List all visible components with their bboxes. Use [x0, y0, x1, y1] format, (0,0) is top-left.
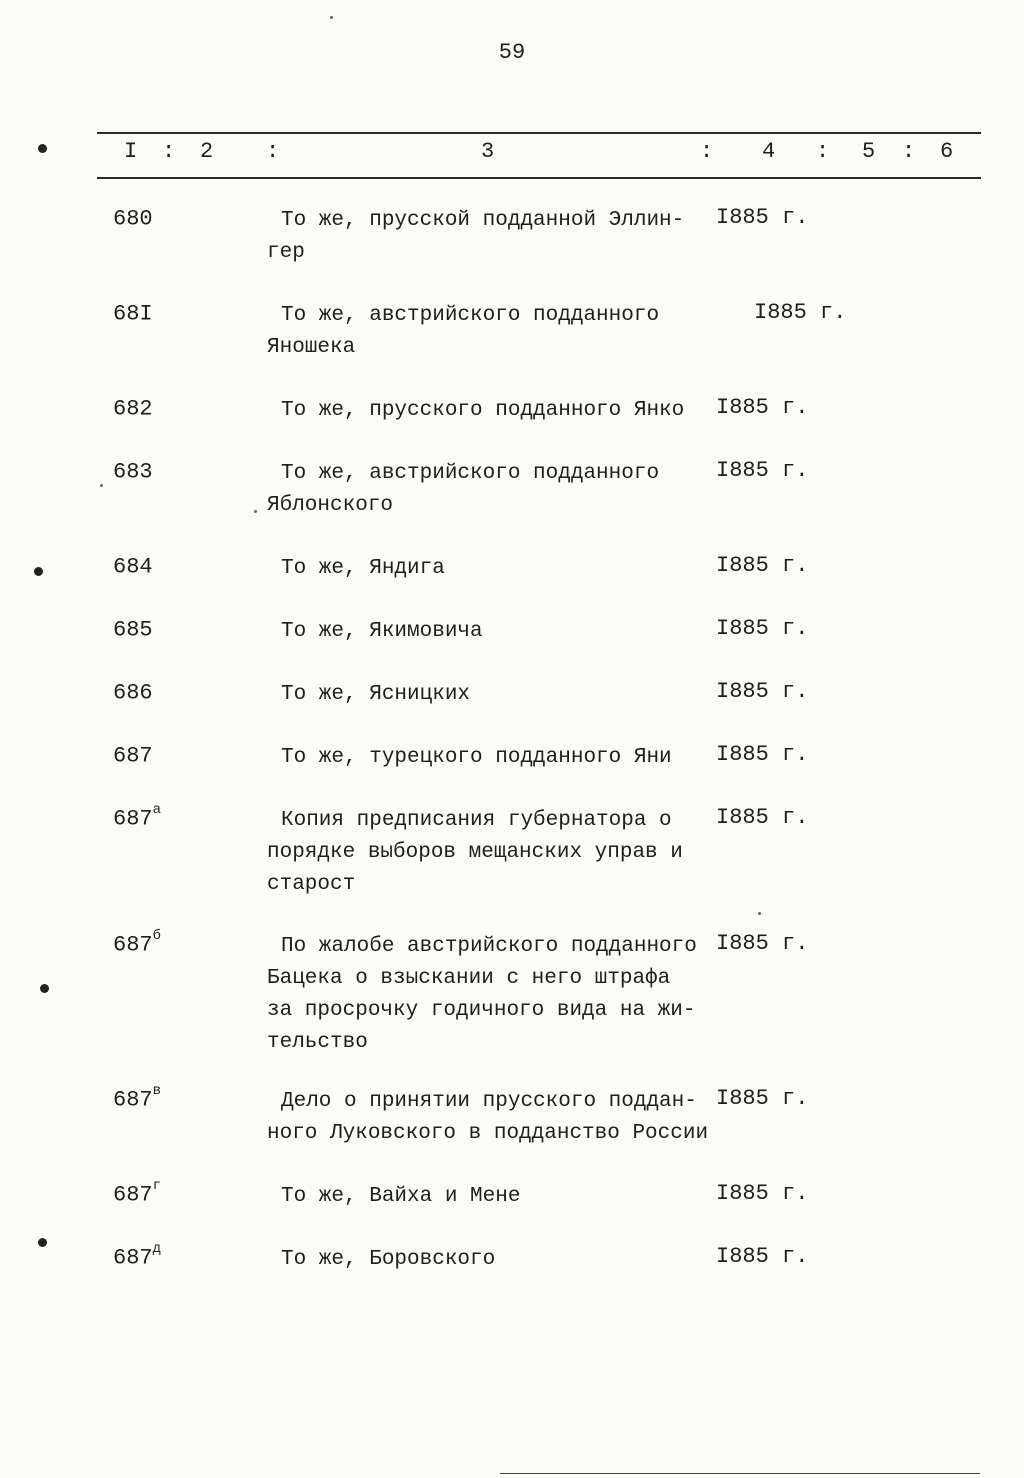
item-description: По жалобе австрийского подданного Бацека о взыскании с него штрафа за просрочку годичного вида на жи- тельство [267, 935, 697, 1054]
item-description: То же, прусской подданной Эллин- гер [267, 209, 685, 264]
header-col-2: 2 [200, 139, 214, 164]
item-year: I885 г. [716, 679, 809, 704]
item-number: 680 [113, 206, 153, 232]
binding-hole [40, 984, 49, 993]
binding-hole [34, 567, 43, 576]
item-description: То же, австрийского подданного Яблонского [267, 462, 660, 517]
scan-speck [330, 16, 333, 19]
item-number: $687^г$ [113, 1178, 162, 1208]
item-description: То же, Якимовича [281, 620, 483, 643]
item-description: Копия предписания губернатора о порядке выборов мещанских управ и старост [267, 809, 683, 896]
header-sep-4: : [816, 139, 830, 164]
item-number: 687 [113, 743, 153, 769]
item-description: То же, прусского подданного Янко [281, 399, 685, 422]
item-number: $687^д$ [113, 1241, 162, 1271]
page-number: 59 [498, 40, 526, 65]
header-top-rule [97, 132, 981, 134]
header-col-5: 5 [862, 139, 876, 164]
header-col-3: 3 [481, 139, 495, 164]
item-year: I885 г. [716, 931, 809, 956]
item-year: I885 г. [716, 1086, 809, 1111]
item-description: То же, турецкого подданного Яни [281, 746, 672, 769]
item-year: I885 г. [716, 1181, 809, 1206]
binding-hole [38, 1238, 47, 1247]
header-bottom-rule [97, 177, 981, 179]
item-year: I885 г. [716, 458, 809, 483]
item-number: $687^а$ [113, 802, 162, 832]
item-description: То же, Яндига [281, 557, 445, 580]
header-sep-2: : [266, 139, 280, 164]
item-number: 684 [113, 554, 153, 580]
item-number: $687^в$ [113, 1083, 162, 1113]
scan-speck [100, 484, 103, 487]
item-year: I885 г. [716, 1244, 809, 1269]
binding-hole [38, 144, 47, 153]
item-description: То же, Боровского [281, 1248, 496, 1271]
item-year: I885 г. [716, 805, 809, 830]
item-year: I885 г. [754, 300, 847, 325]
footer-rule [500, 1473, 980, 1474]
item-number: 683 [113, 459, 153, 485]
item-number: 686 [113, 680, 153, 706]
item-number: $687^б$ [113, 928, 162, 958]
item-number: 682 [113, 396, 153, 422]
item-description: То же, Ясницких [281, 683, 471, 706]
item-year: I885 г. [716, 205, 809, 230]
scan-speck [758, 912, 761, 915]
item-year: I885 г. [716, 395, 809, 420]
header-sep-3: : [700, 139, 714, 164]
item-year: I885 г. [716, 553, 809, 578]
header-col-1: I [124, 139, 138, 164]
item-number: 685 [113, 617, 153, 643]
header-col-6: 6 [940, 139, 954, 164]
scan-speck [254, 510, 257, 513]
item-year: I885 г. [716, 742, 809, 767]
header-col-4: 4 [762, 139, 776, 164]
item-description: То же, Вайха и Мене [281, 1185, 521, 1208]
item-year: I885 г. [716, 616, 809, 641]
header-sep-1: : [162, 139, 176, 164]
header-sep-5: : [902, 139, 916, 164]
item-description: Дело о принятии прусского поддан- ного Луковского в подданство России [267, 1090, 709, 1145]
item-number: 68I [113, 301, 153, 327]
item-description: То же, австрийского подданного Яношека [267, 304, 660, 359]
